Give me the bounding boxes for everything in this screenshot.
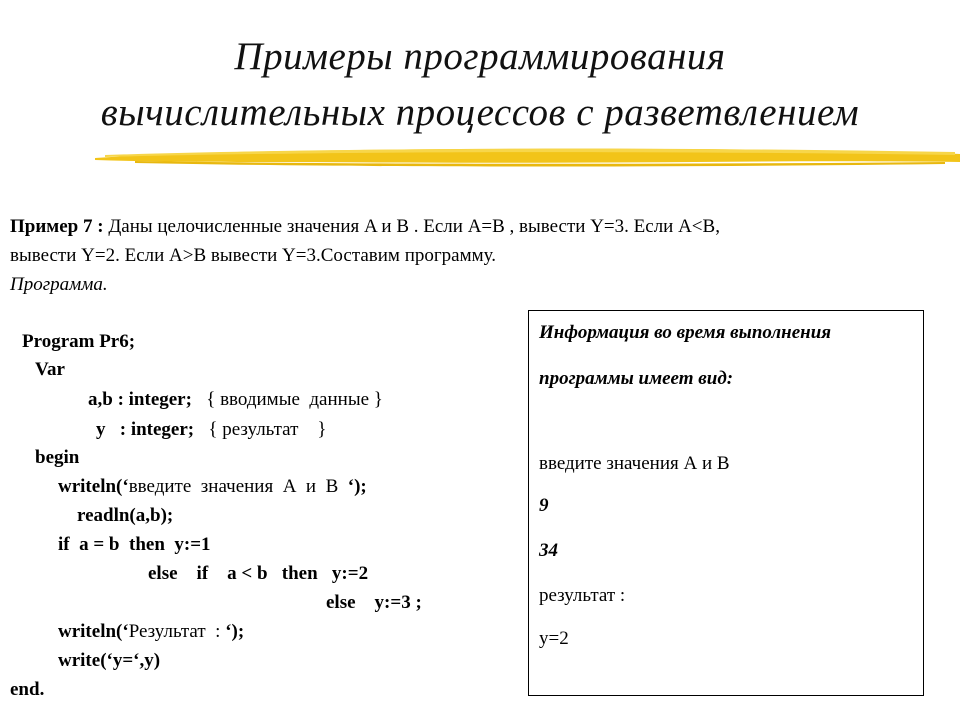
- code-writeln-close: ‘);: [347, 476, 367, 497]
- code-y-comment: { результат }: [208, 419, 327, 440]
- code-line-begin: begin: [35, 447, 80, 468]
- code-ab-decl: a,b : integer;: [88, 389, 207, 410]
- code-line-var: Var: [35, 359, 65, 380]
- code-line-writeln-result: [58, 620, 244, 644]
- task-text-line-1: Даны целочисленные значения A и B . Если A=B , вывести Y=3. Если A<B,: [103, 216, 720, 237]
- code-line-if: if a = b then y:=1: [58, 534, 211, 555]
- code-line-end: end.: [10, 679, 45, 700]
- slide-title-line-2: вычислительных процессов с разветвлением: [100, 91, 860, 134]
- code-line-writeln-prompt: [58, 475, 367, 499]
- code-line-else: else y:=3 ;: [326, 592, 422, 613]
- task-text-line-2: вывести Y=2. Если A>B вывести Y=3.Составим программу.: [10, 245, 496, 266]
- info-result-value: y=2: [539, 628, 569, 649]
- info-heading-line-1: Информация во время выполнения: [539, 322, 832, 343]
- slide-title-line-1: Примеры программирования: [234, 35, 726, 78]
- info-prompt: введите значения А и В: [539, 453, 730, 474]
- code-writeln-prompt-string: введите значения А и В: [128, 476, 348, 497]
- code-writeln-open: writeln(‘: [58, 476, 129, 497]
- code-line-else-if: else if a < b then y:=2: [148, 563, 369, 584]
- code-line-ab-declaration: [88, 388, 383, 412]
- code-line-program: Program Pr6;: [22, 331, 136, 352]
- code-line-write-y: write(‘y=‘,y): [58, 650, 161, 671]
- code-writeln-result-string: Результат :: [128, 621, 226, 642]
- code-line-readln: readln(a,b);: [77, 505, 174, 526]
- code-y-decl: y : integer;: [96, 419, 209, 440]
- title-underline-brush: [95, 140, 960, 170]
- info-input-2: 34: [539, 540, 558, 561]
- task-label: Пример 7 :: [10, 216, 104, 237]
- info-heading-line-2: программы имеет вид:: [539, 368, 734, 389]
- program-label: Программа.: [10, 274, 108, 295]
- code-ab-comment: { вводимые данные }: [206, 389, 383, 410]
- output-info-box: [528, 310, 924, 696]
- code-line-y-declaration: [96, 418, 327, 442]
- task-description: [10, 212, 955, 299]
- code-writeln-result-close: ‘);: [225, 621, 245, 642]
- info-input-1: 9: [539, 495, 549, 516]
- code-writeln-result-open: writeln(‘: [58, 621, 129, 642]
- info-result-label: результат :: [539, 585, 626, 606]
